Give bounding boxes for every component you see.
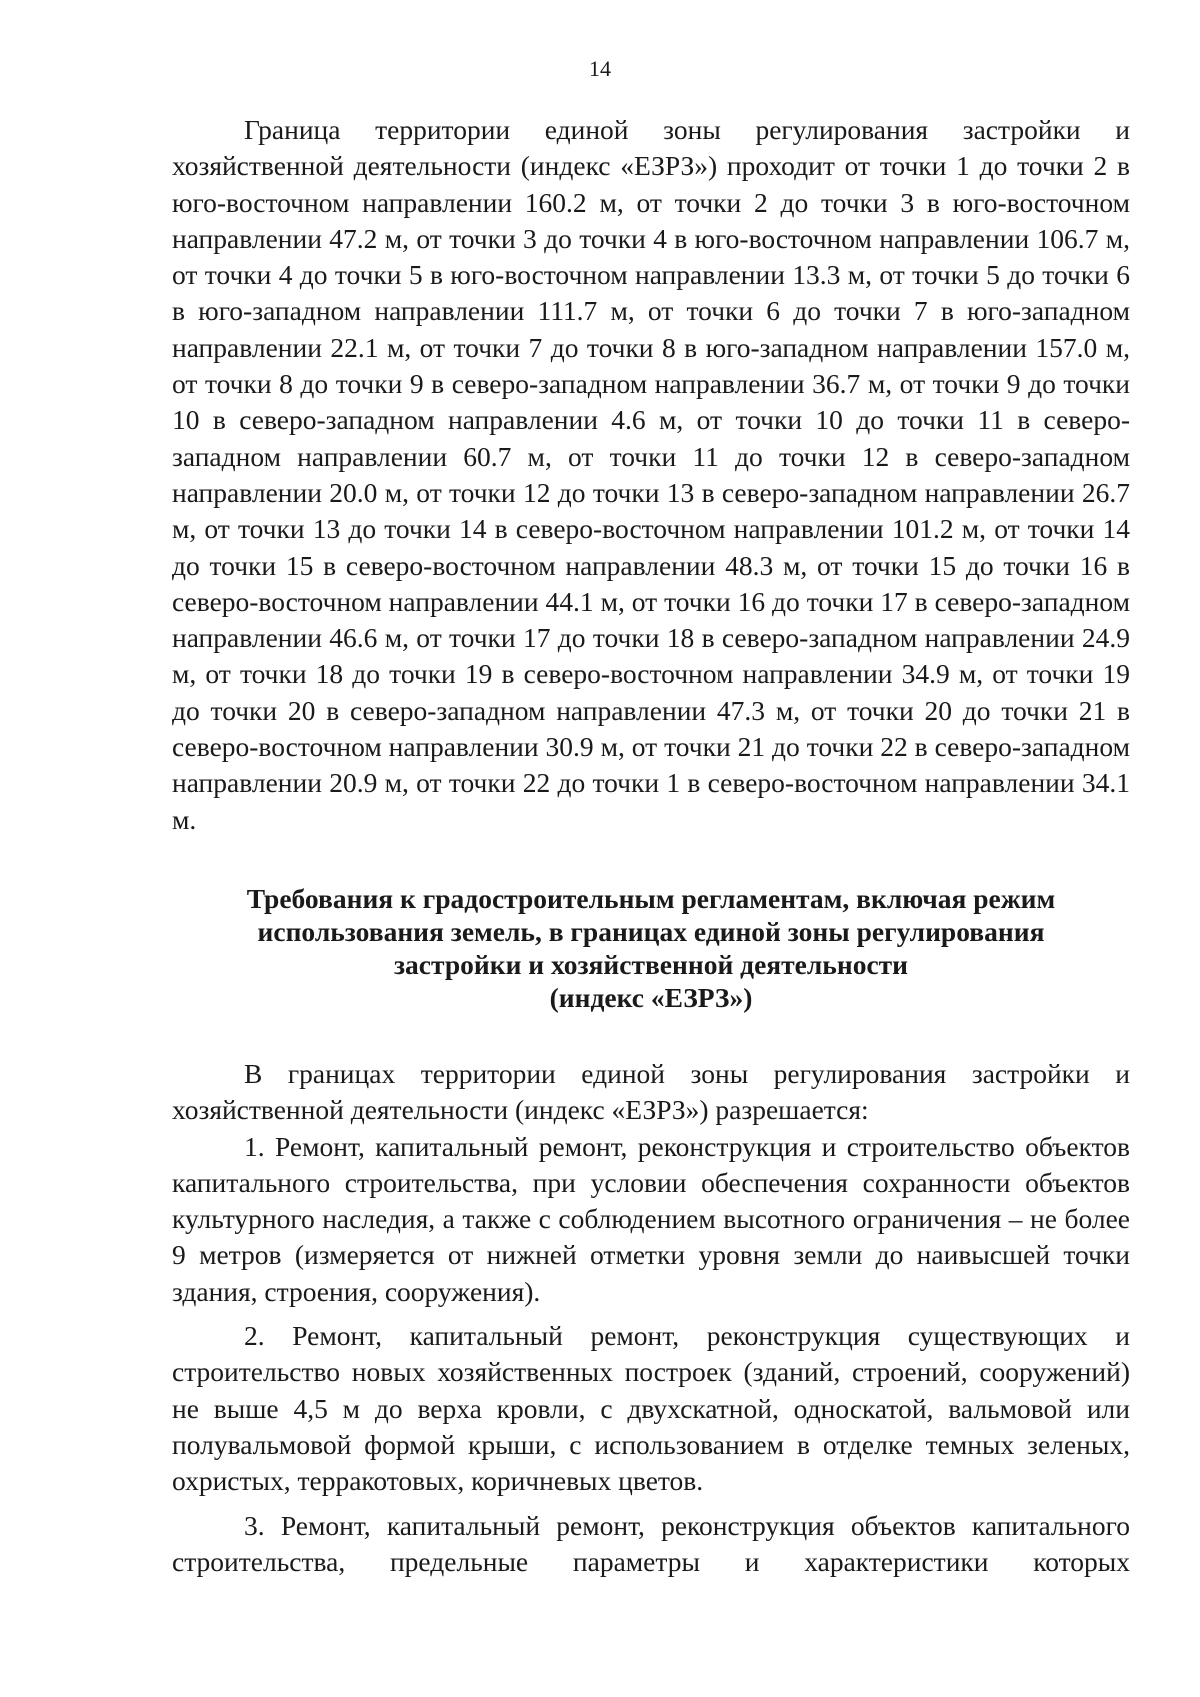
list-item: 3. Ремонт, капитальный ремонт, реконструкция объектов капитального строительства, предельные параметры и характеристики которых	[172, 1509, 1130, 1577]
section-heading-line: Требования к градостроительным регламентам, включая режим	[246, 882, 1056, 914]
document-body	[172, 112, 1130, 1580]
page-number: 14	[589, 56, 611, 81]
list-item: 2. Ремонт, капитальный ремонт, реконструкция существующих и строительство новых хозяйственных построек (зданий, строений, сооружений) не выше 4,5 м до верха кровли, с двухскатной, односкатой, вальмовой или полувальмовой формой крыши, с использованием в отделке темных зеленых, охристых, терракотовых, коричневых цветов.	[172, 1320, 1130, 1497]
boundary-paragraph: Граница территории единой зоны регулирования застройки и хозяйственной деятельности (индекс «ЕЗРЗ») проходит от точки 1 до точки 2 в юго-восточном направлении 160.2 м, от точки 2 до точки 3 в юго-восточном направлении 47.2 м, от точки 3 до точки 4 в юго-восточном направлении 106.7 м, от точки 4 до точки 5 в юго-восточном направлении 13.3 м, от точки 5 до точки 6 в юго-западном направлении 111.7 м, от точки 6 до точки 7 в юго-западном направлении 22.1 м, от точки 7 до точки 8 в юго-западном направлении 157.0 м, от точки 8 до точки 9 в северо-западном направлении 36.7 м, от точки 9 до точки 10 в северо-западном направлении 4.6 м, от точки 10 до точки 11 в северо-западном направлении 60.7 м, от точки 11 до точки 12 в северо-западном направлении 20.0 м, от точки 12 до точки 13 в северо-западном направлении 26.7 м, от точки 13 до точки 14 в северо-восточном направлении 101.2 м, от точки 14 до точки 15 в северо-восточном направлении 48.3 м, от точки 15 до точки 16 в северо-восточном направлении 44.1 м, от точки 16 до точки 17 в северо-западном направлении 46.6 м, от точки 17 до точки 18 в северо-западном направлении 24.9 м, от точки 18 до точки 19 в северо-восточном направлении 34.9 м, от точки 19 до точки 20 в северо-западном направлении 47.3 м, от точки 20 до точки 21 в северо-восточном направлении 30.9 м, от точки 21 до точки 22 в северо-западном направлении 20.9 м, от точки 22 до точки 1 в северо-восточном направлении 34.1 м.	[172, 114, 1130, 835]
section-heading	[172, 882, 1130, 1014]
list-item: 1. Ремонт, капитальный ремонт, реконструкция и строительство объектов капитального строительства, при условии обеспечения сохранности объектов культурного наследия, а также с соблюдением высотного ограничения – не более 9 метров (измеряется от нижней отметки уровня земли до наивысшей точки здания, строения, сооружения).	[172, 1130, 1130, 1307]
section-heading-index: (индекс «ЕЗРЗ»)	[549, 981, 753, 1013]
intro-paragraph: В границах территории единой зоны регулирования застройки и хозяйственной деятельности (индекс «ЕЗРЗ») разрешается:	[172, 1057, 1130, 1126]
section-heading-line: использования земель, в границах единой зоны регулирования	[257, 915, 1045, 947]
section-heading-line: застройки и хозяйственной деятельности	[393, 948, 908, 980]
